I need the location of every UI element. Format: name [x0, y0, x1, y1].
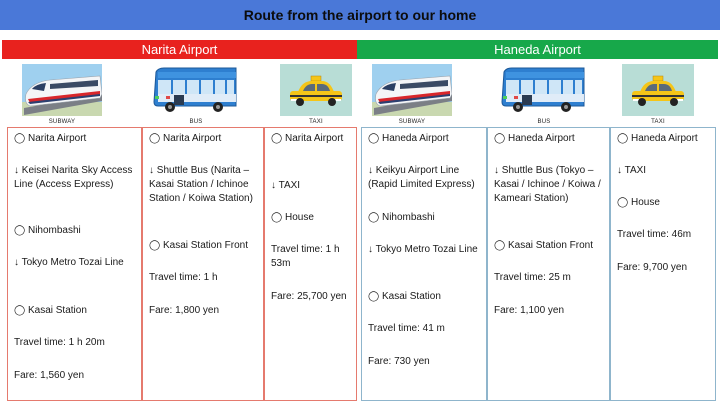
- travel-time: Travel time: 1 h: [149, 272, 218, 283]
- route-stop: ◯ Nihombashi: [14, 225, 81, 236]
- haneda-airport-header: Haneda Airport: [357, 40, 718, 59]
- haneda-bus-route: [487, 127, 610, 401]
- route-leg: ↓ TAXI: [271, 180, 301, 191]
- travel-time: Travel time: 41 m: [368, 323, 445, 334]
- route-leg: ↓ TAXI: [617, 165, 647, 176]
- fare: Fare: 25,700 yen: [271, 291, 347, 302]
- vehicle-caption: BUS: [537, 119, 551, 125]
- narita-taxi-route: [264, 127, 357, 401]
- route-destination: ◯ Kasai Station Front: [149, 240, 249, 251]
- travel-time: Travel time: 1 h 20m: [14, 337, 105, 348]
- fare: Fare: 9,700 yen: [617, 262, 688, 273]
- narita-bus-route: [142, 127, 264, 401]
- bus-icon: [500, 64, 588, 116]
- route-origin: ◯ Narita Airport: [271, 133, 344, 144]
- haneda-subway-route: [361, 127, 487, 401]
- route-leg: ↓ Tokyo Metro Tozai Line: [14, 257, 124, 268]
- narita-taxi-picture: [280, 64, 352, 126]
- subway-train-icon: [22, 64, 102, 116]
- route-origin: ◯ Haneda Airport: [368, 133, 449, 144]
- narita-airport-header: Narita Airport: [2, 40, 357, 59]
- route-leg: ↓ Keisei Narita Sky Access Line (Access Express): [14, 165, 133, 190]
- narita-subway-picture: [22, 64, 102, 126]
- haneda-subway-picture: [372, 64, 452, 126]
- haneda-taxi-route: [610, 127, 716, 401]
- bus-icon: [152, 64, 240, 116]
- route-origin: ◯ Haneda Airport: [617, 133, 698, 144]
- haneda-bus-picture: [500, 64, 588, 126]
- fare: Fare: 1,100 yen: [494, 305, 565, 316]
- route-origin: ◯ Haneda Airport: [494, 133, 575, 144]
- travel-time: Travel time: 1 h 53m: [271, 244, 340, 269]
- vehicle-caption: SUBWAY: [398, 119, 426, 125]
- fare: Fare: 730 yen: [368, 356, 430, 367]
- vehicle-caption: SUBWAY: [48, 119, 76, 125]
- route-destination: ◯ Kasai Station: [14, 305, 87, 316]
- haneda-taxi-picture: [622, 64, 694, 126]
- route-destination: ◯ House: [617, 197, 660, 208]
- route-destination: ◯ Kasai Station: [368, 291, 441, 302]
- vehicle-caption: TAXI: [651, 119, 665, 125]
- route-stop: ◯ Nihombashi: [368, 212, 435, 223]
- page-title: Route from the airport to our home: [0, 0, 720, 30]
- route-destination: ◯ Kasai Station Front: [494, 240, 594, 251]
- route-origin: ◯ Narita Airport: [14, 133, 87, 144]
- travel-time: Travel time: 25 m: [494, 272, 571, 283]
- narita-subway-route: [7, 127, 142, 401]
- route-destination: ◯ House: [271, 212, 314, 223]
- subway-train-icon: [372, 64, 452, 116]
- route-leg: ↓ Keikyu Airport Line (Rapid Limited Express): [368, 165, 475, 190]
- narita-bus-picture: [152, 64, 240, 126]
- route-leg: ↓ Tokyo Metro Tozai Line: [368, 244, 478, 255]
- fare: Fare: 1,560 yen: [14, 370, 85, 381]
- vehicle-caption: BUS: [189, 119, 203, 125]
- route-leg: ↓ Shuttle Bus (Narita – Kasai Station / Ichinoe Station / Koiwa Station): [149, 165, 253, 204]
- fare: Fare: 1,800 yen: [149, 305, 220, 316]
- travel-time: Travel time: 46m: [617, 229, 692, 240]
- taxi-icon: [280, 64, 352, 116]
- route-leg: ↓ Shuttle Bus (Tokyo – Kasai / Ichinoe / Koiwa / Kameari Station): [494, 165, 601, 204]
- taxi-icon: [622, 64, 694, 116]
- route-origin: ◯ Narita Airport: [149, 133, 222, 144]
- vehicle-caption: TAXI: [309, 119, 323, 125]
